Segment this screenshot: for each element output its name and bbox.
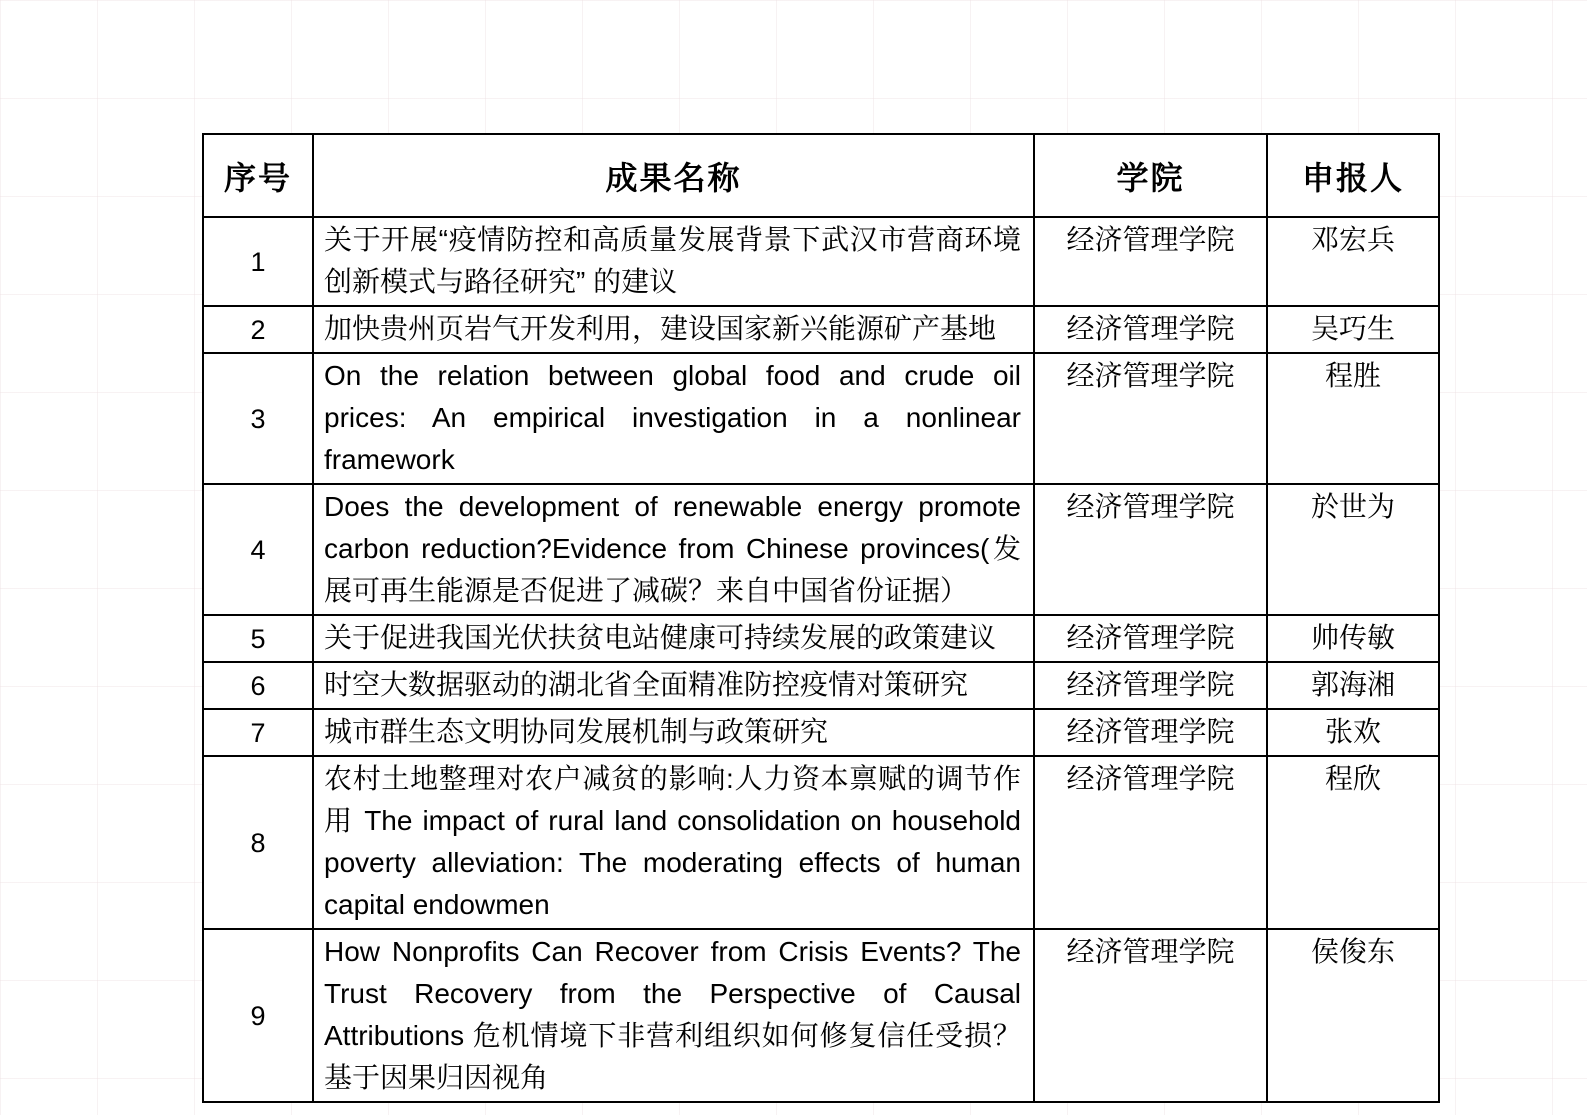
applicant-cell: 吴巧生	[1267, 306, 1439, 353]
column-header-college: 学院	[1034, 134, 1267, 217]
table-body	[203, 217, 1439, 1102]
table-row	[203, 662, 1439, 709]
table-row	[203, 929, 1439, 1102]
result-title-cell: 时空大数据驱动的湖北省全面精准防控疫情对策研究	[313, 662, 1034, 709]
college-cell: 经济管理学院	[1034, 929, 1267, 1102]
applicant-cell: 侯俊东	[1267, 929, 1439, 1102]
college-cell: 经济管理学院	[1034, 615, 1267, 662]
table-row	[203, 709, 1439, 756]
table-row	[203, 484, 1439, 615]
applicant-cell: 帅传敏	[1267, 615, 1439, 662]
college-cell: 经济管理学院	[1034, 484, 1267, 615]
applicant-cell: 程欣	[1267, 756, 1439, 929]
row-number-cell: 8	[203, 756, 313, 929]
applicant-cell: 於世为	[1267, 484, 1439, 615]
row-number-cell: 5	[203, 615, 313, 662]
column-header-applicant: 申报人	[1267, 134, 1439, 217]
row-number-cell: 6	[203, 662, 313, 709]
header-row	[203, 134, 1439, 217]
table-row	[203, 615, 1439, 662]
college-cell: 经济管理学院	[1034, 353, 1267, 484]
college-cell: 经济管理学院	[1034, 709, 1267, 756]
applicant-cell: 邓宏兵	[1267, 217, 1439, 306]
table-row	[203, 306, 1439, 353]
result-title-cell: Does the development of renewable energy promote carbon reduction?Evidence from Chinese provinces(发展可再生能源是否促进了减碳？来自中国省份证据）	[313, 484, 1034, 615]
applicant-cell: 郭海湘	[1267, 662, 1439, 709]
result-title-cell: On the relation between global food and crude oil prices: An empirical investigation in a nonlinear framework	[313, 353, 1034, 484]
table-row	[203, 756, 1439, 929]
result-title-cell: 关于促进我国光伏扶贫电站健康可持续发展的政策建议	[313, 615, 1034, 662]
result-title-cell: 关于开展“疫情防控和高质量发展背景下武汉市营商环境创新模式与路径研究” 的建议	[313, 217, 1034, 306]
applicant-cell: 程胜	[1267, 353, 1439, 484]
table-row	[203, 217, 1439, 306]
row-number-cell: 2	[203, 306, 313, 353]
college-cell: 经济管理学院	[1034, 756, 1267, 929]
result-title-cell: 农村土地整理对农户减贫的影响:人力资本禀赋的调节作用 The impact of rural land consolidation on household poverty alleviation: The moderating effects of human capital endowmen	[313, 756, 1034, 929]
column-header-title: 成果名称	[313, 134, 1034, 217]
row-number-cell: 4	[203, 484, 313, 615]
result-title-cell: 城市群生态文明协同发展机制与政策研究	[313, 709, 1034, 756]
result-title-cell: How Nonprofits Can Recover from Crisis Events? The Trust Recovery from the Perspective of Causal Attributions 危机情境下非营利组织如何修复信任受损？基于因果归因视角	[313, 929, 1034, 1102]
column-header-no: 序号	[203, 134, 313, 217]
row-number-cell: 3	[203, 353, 313, 484]
table-row	[203, 353, 1439, 484]
row-number-cell: 9	[203, 929, 313, 1102]
college-cell: 经济管理学院	[1034, 217, 1267, 306]
result-title-cell: 加快贵州页岩气开发利用，建设国家新兴能源矿产基地	[313, 306, 1034, 353]
college-cell: 经济管理学院	[1034, 662, 1267, 709]
table-header	[203, 134, 1439, 217]
college-cell: 经济管理学院	[1034, 306, 1267, 353]
results-table	[202, 133, 1440, 1103]
row-number-cell: 1	[203, 217, 313, 306]
applicant-cell: 张欢	[1267, 709, 1439, 756]
row-number-cell: 7	[203, 709, 313, 756]
